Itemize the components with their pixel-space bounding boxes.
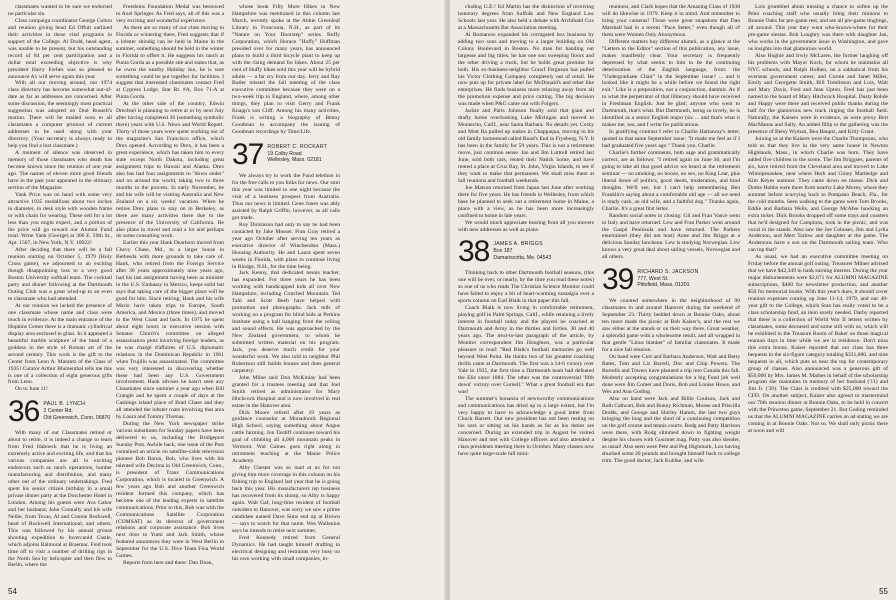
paragraph: With many of our Classmates retired or about to retire, it is indeed a change to learn from Fred Haboeck that he is living an extremely active and exciting life, and that his various companies are all in exciting endeavors such as ranch operations, lumber manufacturing and distribution, and many other out of the ordinary undertakings. Fred spent his senior citizen birthday in a small private dinner party at the Dorchester Hotel in London. Among his guests were Ava Gabor and her husband, John Connally and his wife Nellie, from Texas, Al and Connie Rockwell, head of Rockwell International, and others. This was followed by his annual grouse shooting expedition to Invercauld Castle, which adjoins Balmoral at Braemar. Fred took time off to visit a number of drilling rigs in the North Sea by helicopter and then flew to Berlin, where the (8, 430, 112, 569)
paragraph: During the New York newspaper strike various substitutes for Sunday papers have been delivered to us, including the Bridgeport Sunday Post. Awhile back, one issue of the Post contained an article on satellite-cable television pioneer Bob Baron, Bob, who lives with his talented wife Decima in Old Greenwich, Conn., is president of Trans Communications Corporation, which is located in Greenwich. A few years ago Bob and another Greenwich resident formed this company, which has become one of the leading experts in satellite communications. Prior to this, Bob was with the Communications Satellite Corporation (COMSAT) as its director of government relations and corporate assistance. Bob lives next door to Yumi and Jack Smith, whose featured announces they were in West Berlin in September for the U.S. Dive Team Fina World Games. (116, 421, 224, 560)
paragraph: As there are so many of our class moving to Florida or wintering there, Fred suggests that if a lobster shindig can be held in Maine in the summer, something should be held in the winter in Florida to offset it. He suggests his ranch at Punta Gorda as a possible site and states that, as he owns the nearby Holiday Inn, he is sure something could be put together for facilities. I suggest that interested classmates contact Fred at Cypress Lodge, Star Rt. #A, Box 71-A at Punta Gorda. (116, 24, 224, 101)
paragraph: The summer's bonanza of newsworthy communications and communications has dried up to a large extent, but I'm very happy to have to acknowledge a good letter from Chuck Barrett. Our new president has not been resting on his oars or sitting on his hands as far as his duties are concerned. During an extended trip in August he visited Hanover and met with College officers and also attended a class presidents meeting there in October. Many classes now have quite large-scale fall mini- (458, 395, 594, 458)
paragraph: cluding G.E.! Ed Martin has the distinction of receiving honorary degrees from Suffolk and New England Law Schools last year. He also held a debate with Archibald Cox at a Massachusetts Bar Association meeting. (458, 4, 594, 31)
col5a-text (602, 4, 740, 261)
class-number: 36 (8, 395, 40, 429)
paragraph: Reports from here and there: Dan Doan, (123, 560, 213, 567)
secretary-city: Pittsfield, Mass. 01201 (637, 282, 690, 289)
paragraph: After deciding that there will be a fall reunion starting on October 5, 1979 (Holy Cross game), we adjourned to an exciting though disappointing loss to a very good Boston University softball team. The cocktail party and dinner following at the Dartmouth Outing Club was a great wind-up to an even to classmate who had attended. (8, 247, 112, 303)
paragraph: Random social notes in closing: Gil and Fran Vance went to Italy and have returned. Lew and Fran Parker went around the Gaspé Peninsula and have returned. The Parkers entertained (they did not host) Anne and Jim Briggs at a delicious Sunday luncheon. Lew is studying Norwegian. Lew knows a very great deal about sailing vessels, Norwegian and all others. (602, 212, 740, 261)
paragraph: A moment of silence was observed in memory of those classmates who death has become known since the reunion of one year ago. The names of eleven more good friends have in the past year appeared in the obituary section of the Magazine. (8, 150, 112, 191)
col1-text (8, 4, 112, 393)
secretary-city: Damariscotta, Me. 04543 (493, 254, 552, 261)
paragraph: Lois grumbled about missing a chance to soften up the Penn coaching staff who usually bring their minions to Bonnie Oaks for pre-game rest, and are all pre-game tinglings, all around. This year they went who-knows-where for their pre-game siestas. Bob Loughry was there with daughter Jan, who works in the government issue in Washington, and gave us insights into that glamorous world. (748, 4, 888, 52)
paragraph: As usual, we had an executive committee meeting on Friday before the annual golf outing. Treasurer Milner advised that we have $42,349 in bank earning interest. During the year major disbursements were $2,671 for ALUMNI MAGAZINE subscriptions, $400 for newsletter production, and another $50 for memorial books. With this year's dues, it should cover reunion expenses coming up June 11-14, 1979, and our 40-year gift to the College, which Stan has really voted to be a class scholarship fund, an item sorely needed. Darby reported that there is a collection of World War II letters written by classmates, some deceased and some still with us, which will be exhibited in the Treasure Room of Baker on those magical reunion days in time while we are in residence. Don't miss this extra bonus. Kaiser reported that our class has three bequests in the six-figure category totaling $331,000, and nine bequests in all, which puts us near the top for contemporary group of classes. Also announced was a generous gift of $50,000 by Mrs. James M. Mathes in behalf of the scholarship program she maintains in memory of her husband ('11) and Jim Jr. ('39). The Class is credited with $25,000 toward the CFD. On another subject, Kaiser also agreed to mastermind our 70th reunion dinner at Bonnie Oaks, to be held in concert with the Princeton game, September 21. But Goding reminded us that the ALUMNI MAGAZINE carries an ad stating we are coming in at Bonnie Oaks. Not so. We shall only picnic there at noon and will (748, 254, 888, 435)
column-6 (748, 4, 888, 584)
left-page (0, 0, 446, 600)
paragraph: Yank Price was on hand with some very attractive 1935 medallions about two inches in diameter, in desk style with wooden frame or with chain for wearing. These sell for a lot less than you might expect, and a portion of the price will go toward our Alumni Fund total. Write Yank (George) at 300 E. 59th St., Apt. 1507, in New York, N.Y. 10022! (8, 191, 112, 247)
class-secretary-address (267, 142, 327, 164)
column-2 (116, 4, 224, 584)
col3a-text (232, 4, 340, 136)
paragraph: Coach Blaik is now living in comfortable retirement, playing golf in Palm Springs, Calif., while retaining a lively interest in football today and the players he coached at Dartmouth and Army in the thirties and forties. 30 and 40 years ago. The next-to-last paragraph of the article, by Monitor correspondent Jim Houghton, was a particular pleasure to read: "Red Blaik's football memories go well beyond West Point. He thinks two of his greatest coaching thrills came at Dartmouth. The first was a 14-6 victory over Yale in 1935, the first time a Dartmouth team had defeated the Elis since 1884. The other was the controversial 'fifth down' victory over Cornell." What a great football era that was! (458, 305, 594, 395)
class-number: 38 (458, 235, 490, 269)
class-secretary-address (637, 267, 698, 289)
paragraph: Jack Kenny, that dedicated tennis teacher, has expanded. For three years he has been working with handicapped kids all over New Hampshire, including Crotched Mountain. Ted Tahl and Scott Beeb have helped with promotion and photographs. Jack tells of working on a program for blind kids at Perkins Institute using a ball hanging from the ceiling and sound effects. He was approached by the New Zealand government, to whom he submitted written material on his program. Jack, you deserve much credit for your wonderful work. We also told to neighbor Phil Robertson still builds houses and does general carpentry. (232, 270, 340, 374)
col4a-text (458, 4, 594, 233)
column-4 (458, 4, 594, 584)
paragraph: Different matters buy different alumni, as a glance at the "Letters to the Editor" section of this publication, any issue, makes manifestly clear. Your secretary is frequently depressed by what seems to him to be the continuing deterioration of the English language, from: the "Undergraduate Chair" in the September issue? ... and it looked like it might be a while before we found the right exit." Like is a preposition, not a conjunction, dammit. As if to what the perpetrator of that illiteracy should have received in Freshman English. Just be glad; anyone who went to Dartmouth, that's what. But Dartmouth, being so lovely, he is identified as a senior English major (sic ... and that's what it makes me, too, and I write for publications. (602, 38, 740, 129)
paragraph: At our reunion we lacked the presence of one classmate whose name and class were much in evidence. At the main entrance of the Hopkins Center there is a dramatic cylindrical display area enclosed in glass. In it appeared a beautiful marble sculpture of the head of a goddess in the style of Roman art of the second century. This work is the gift to the Center from Leon A. Marantz of the Class of 1935! Curator Arthur Blumenthal tells me this is one of a collection of eight generous gifts from Leon. (8, 302, 112, 386)
secretary-name: PAUL B. LYNCH (43, 401, 86, 408)
paragraph: reunions, and Clark hopes that the Amazing Class of 1938 will do likewise in 1979. Keep it in mind. And remember to bring your cameras! Those were great snapshots that Dan Marshall had in a recent "Pace Setter," even though all of them were Women Only Anonymous. (602, 4, 740, 38)
paragraph: Charlie's further comments, both sage and grammatically correct, are as follows: "I retired again on June 30, and I'm going to take all that good advice we heard at the retirement seminar — no smoking, no booze, no sex, no King Lear, plus liberal doses of politics, good deeds, moderation, and kind thoughts. We'll see, but I can't help remembering Ben Franklin's saying about a comfortable old age — all we need is ready cash, an old wife, and a faithful dog." Thanks again, Charlie. It's a great first letter. (602, 150, 740, 212)
secretary-street: Box 187 (493, 248, 513, 255)
class-entry-36 (8, 395, 112, 429)
column-5 (602, 4, 740, 584)
col1b-text (8, 430, 112, 569)
paragraph: Al Romanow expanded his corrugated box business by adding two sons and moving to a larger building on Old Colony Boulevard in Boston. No man for handing out largesse and big titles, he has one son sweeping floors and the other driving a truck, but he holds great promise for both. His ex-business-neighbor Crawf Ferguson has pulled his Victor Clothing Company completely out of retail. He now puts up for private label for McDonald's and other like enterprises. He finds business more relaxing away from all the promotion expense and price cutting. The big decision was made when P&G came out with Folgers. (458, 31, 594, 108)
paragraph: Thinking back to other Dartmouth football seasons, (this one will be over, or nearly, by the time you read these notes) so one of us who reads The Christian Science Monitor could have failed to enjoy a bit of heart-warming nostalgia over a sports column on Earl Blaik in that paper this fall. (458, 270, 594, 305)
paragraph: Joining us at the Kaisers were the Charlie Thompsons, who told us that they live in the very same house in Newton Highlands, Mass., in which Charlie was born. They have added five children to the scene. The Jim Briggses, parents of six, have retired from the Cleveland area and moved to Lake Winnipesaukee, near where Herb and Ginny Mattledge and Kim Keyes summer. They came down en masse. Dick and Dottie Hobbs were there from nearby Lake Morey, where they summer before scurrying back to Pompano Beach, Fla., for the cold months. Seen walking to the game were Tom Brooks, Eddie and Barbara Wells, and George McAfee hawking an extra ticket. Dick Brooks dropped off some trays and coasters that he'd designed for Campions, took in the picnic, and was vocal in the stands. Also saw the Joe Cobuses, Jim and Lydia Anderson, and Mert Tarlow and daughter at the game. The Andersons have a son on the Dartmouth sailing team. Who can top that? (748, 136, 888, 254)
page-number-left: 54 (8, 587, 17, 596)
page-number-right: 55 (879, 587, 888, 596)
secretary-street: 19 Colby Road (267, 150, 302, 157)
col2-text (116, 4, 224, 567)
secretary-name: JAMES A. BRIGGS (493, 241, 543, 248)
paragraph: Jackie and Paris Johnson finally sold that giant and drafty home overlooking Lake Michigan and moved to Montecito, Calif., near Santa Barbara. No details yet. Corky and Mutt Ra pulled up stakes in Chappaqua, moving to his old family homestead called Road's End in Fryeburg, N.Y. It has been in the family for 59 years. This is not a retirement move, just common sense. Jan and Jim Luttrell retired last June, sold both cars, rented their Natick home, and have rented a place at Cruz Bay, St. John, Virgin Islands, to see if they want to make that permanent. We shall miss them at fall reunions and football weekends. (458, 108, 594, 184)
class-entry-37 (232, 138, 340, 172)
paragraph: Joe Matson returned from Japan last June after working there for five years. He has friends in Wellesley, from which base he planned to seek out a retirement home in Maine, a place with a view, as he has been more increasingly confined to home in late years. (458, 184, 594, 219)
paragraph: At the other side of the country, Edwin Drechsel is planning to retire at or by next July after having completed 36 (something symbolic there) years with U.S. News and World Report. Thirty of those years were spent working out of the magazine's San Francisco office, which Drex opened. According to Drex, it has been a great experience, which has taken him to every state except North Dakota, including great assignment trips to Hawaii and Alaska. Drex also has had four assignments to "down under" and on around the world, taking two to three months in the process. In early November, he and his wife will be visiting Australia and New Zealand on a six weeks' vacation. When he retires Drex plans to stay on in Berkeley, as there are many activities there due to the presence of the University of California. He also plans to travel and read a lot and perhaps do some consulting work. (116, 101, 224, 240)
class-number: 39 (602, 263, 634, 297)
class-secretary-address (43, 399, 110, 421)
col5b-text (602, 298, 740, 465)
paragraph: We would much appreciate hearing from all you movers with new addresses as well as plans. (458, 219, 594, 233)
secretary-name: RICHARD S. JACKSON (637, 269, 699, 276)
col4b-text (458, 270, 594, 458)
paragraph: We counted somewhere in the neighborhood of 90 classmates in and around Hanover during the weekend of September 23. Thirty bedded down at Bonnie Oaks, about ten more made the picnic at Bob Kaiser's, and the rest we saw either at the stands or on their way there. Great weather, a splendid game with a wholesome result, and all wrapped in that gentle "Linus blanket" of familiar classmates. It made for a nice fall reunion. (602, 298, 740, 353)
secretary-city: Wellesley, Mass. 02181 (267, 157, 322, 164)
paragraph: Fred Kennedy retired from General Dynamics. He had taught himself drafting in electrical designing and restraints very busy on his own working with small companies, in- (232, 534, 340, 562)
paragraph: Alby Chester was so mad at us for not giving him more coverage in this column on his fishing trip to England last year that he is going back this year. His manufacturers rep business has recovered from its slump, so Alby is happy again. Walt Gaf, long-time resident of football outsiders to Hanover, was sorry we saw a prime candidate named Dave Sims end up at Brown — says to watch for that name. Wes Wallenius says he intends to retire next summer. (232, 465, 340, 534)
secretary-city: Old Greenwich, Conn. 06870 (43, 414, 111, 421)
class-number: 37 (232, 138, 264, 172)
paragraph: John Milne said Don McKinlay had been granted for a trustees meeting and that Joel Smith retired as administrator for Mary Hitchcock Hospital and is now involved in real estate in the Hanover area. (232, 374, 340, 409)
paragraph: With all our moving around, our 1974 class directory has become somewhat out-of-date as far as addresses are concerned. After some discussion, the seemingly most practical suggestion was adopted on Dud Russell's motion. There will be mailed soon to all classmates a computer printout of current addresses to be used along with your directory. (Your secretary is always ready to help you find a lost classmate.) (8, 80, 112, 150)
paragraph: classmates wanted to be sure we endorsed no particular sin. (8, 4, 112, 17)
paragraph: Also on hand were Jack and Billie Coulson, Jack and Ruth Cathcart, Bob and Bunny Richman, Moose and Priscilla Dodds, and George and Shirley Hamm, the last two guys bringing the long and the short of a continuing competition on the golf course and tennis courts. Rodg and Patty Harrison were there, with Rodg slimmed down to fighting weight despite his chores with Gourmet mag. Patty was also slender, as usual! Also seen were Pete and Peg Highmark, Lou having shucked some 20 pounds and brought himself back to college trim. The good doctor, Jack Kuhlke, and wife (602, 395, 740, 465)
column-1 (8, 4, 112, 584)
paragraph: We always try to work the Fund telethon in for the free calls to you folks for news. Our stint this year was limited to one night because the visit of a business prospect from Australia. Thus our news is limited. Gene Jones was ably assisted by Ralph Griffin, however, as all calls got made. (232, 173, 340, 221)
class-entry-39 (602, 263, 740, 297)
paragraph: whose book Fifty More Hikes in New Hampshire was mentioned in this column last March, recently spoke at the Abbie Greenleaf Library in Franconia, N.H., as part of its "Nature on Your Doorstep" series. Buffy Corporation, which Horace "Huffy" Huffman presided over for many years, has announced plans to build a third bicycle plant to keep up with the rising demand for bikes. About 25 per cent of Huffy bikes sold this year will be hybrid adults — a far cry from our day. Jerry and Ray Butler missed the fall meeting of the class executive committee because they were on a two-week trip to England, where, among other things, they plan to visit Gerry and Frank Knapp's son Cliff. Among his many activities, Frank is writing a biography of Benny Goodman to accompany the issuing of Goodman recordings by Time/Life. (232, 4, 340, 136)
paragraph: In gratifying contrast I refer to Charlie Hathaway's letter, quoted in that same September issue: "It made me feel as if I had graduated five years ago." Thank you, Charlie. (602, 129, 740, 150)
secretary-name: ROBERT C. ROCKART (267, 144, 328, 151)
class-entry-38 (458, 235, 594, 269)
column-3b (348, 4, 440, 584)
paragraph: Also Hughie and Irwly McLaren, the former laughing off his problems with Mayor Koch, for whom he maintains all NYC schools, and Ralph Holben, on a sabbatical from his overseas government career, and Cornie and Janet Miller, Emily and Georgette Smith, Bill Tomlinson and Lois, Walt and Mary Davis, Fred and Jean Upton. Fred has just been named to the board of Mary Hitchcock Hospital. Dusty Rohde and Happy were there and received public thanks during the half for the glamorous new track ringing the football field. Naturally, the Kaisers were in evidence, as were prexy Bert MacManus and Sally. An added fillip to the gathering was the presence of Betsy Wyman, Bea Hauptz, and Kitty Grant. (748, 52, 888, 136)
secretary-street: 777, West St. (637, 275, 669, 282)
col6-text (748, 4, 888, 435)
paragraph: Dick Moore retired after 19 years as guidance counselor at Monadnock Regional High School, saying something about Angus cattle farming. Jon Tardiff continues toward his goal of climbing all 4,000 mountain peaks in Vermont. Wal Gaines goes right along in retirement teaching at the Maine Police Academy. (232, 409, 340, 465)
right-page (450, 0, 896, 600)
column-3 (232, 4, 340, 584)
class-secretary-address (493, 239, 551, 261)
paragraph: Class campaign coordinator George Colton and reunion giving head Ed Offutt outlined their activities in these vital programs in support of the College. Al Dodd, head agent, was unable to be present, but his outstanding record of 84 per cent participation and a dollar total exceeding objective is why president Harry Forbes was so pleased to announce A1 will serve again this year. (8, 17, 112, 80)
paragraph: On to June 11! (15, 386, 48, 393)
secretary-street: 2 Center Rd. (43, 407, 73, 414)
paragraph: Earlier this year Hank Dearborn moved from Chevy Chase, Md., to a larger house in Bethesda with more grounds to take care of. Hank, who retired from the Foreign Service after 30 years approximately nine years ago, had his last assignment having been as minister in the U.S. Embassy in Mexico, keeps solid but says that taking care of the bigger place will be good for him. Since retiring, Hank and his wife Mario have taken trips to Europe, South America, and Mexico (three times), and moved to the West Coast and back. In 1975 he spent about eight hours in executive session with Senator Church's committee on alleged assassination plots involving foreign leaders, as he was chargé d'affaires of U.S. diplomatic relations in the Dominican Republic in 1961 when Trujillo was assassinated. The committee was very interested in discovering whether these had been any U.S. Government involvement. Hank advises he hasn't seen any Classmates since summer a year ago when Bill Crangle and he spent a couple of days at the Cashings island place of Brad Chase and they all attended the lobster roast involving that area by Laura and Tommy Thomas. (116, 240, 224, 421)
paragraph: Freedoms Foundation Medal was bestowed to Axel Springer. As Fred says, all of this was a very exciting and wonderful experience. (116, 4, 224, 24)
col3b-text (232, 173, 340, 562)
paragraph: Roy Dickinson had only to say he had been contacted by Jake Mosser. Fran Gray retired a year ago October after serving ten years as executive director of Winchendon (Mass.) Housing Authority. He and Laura spent seven weeks in Florida, with plans to continue living in Rindge, N.H., for the time being. (232, 221, 340, 270)
paragraph: On hand were Curt and Barbara Anderson, Walt and Betty Bates, Tom and Liz Barrell, Doc and Chip Powers. The Burrells and Towers have planned a trip into Canada this fall. Modestly accepting congratulations for a big Fund job well done were Jim Comer and Doris, Bob and Louise Howe, and Wes and Ann Goding. (602, 353, 740, 395)
